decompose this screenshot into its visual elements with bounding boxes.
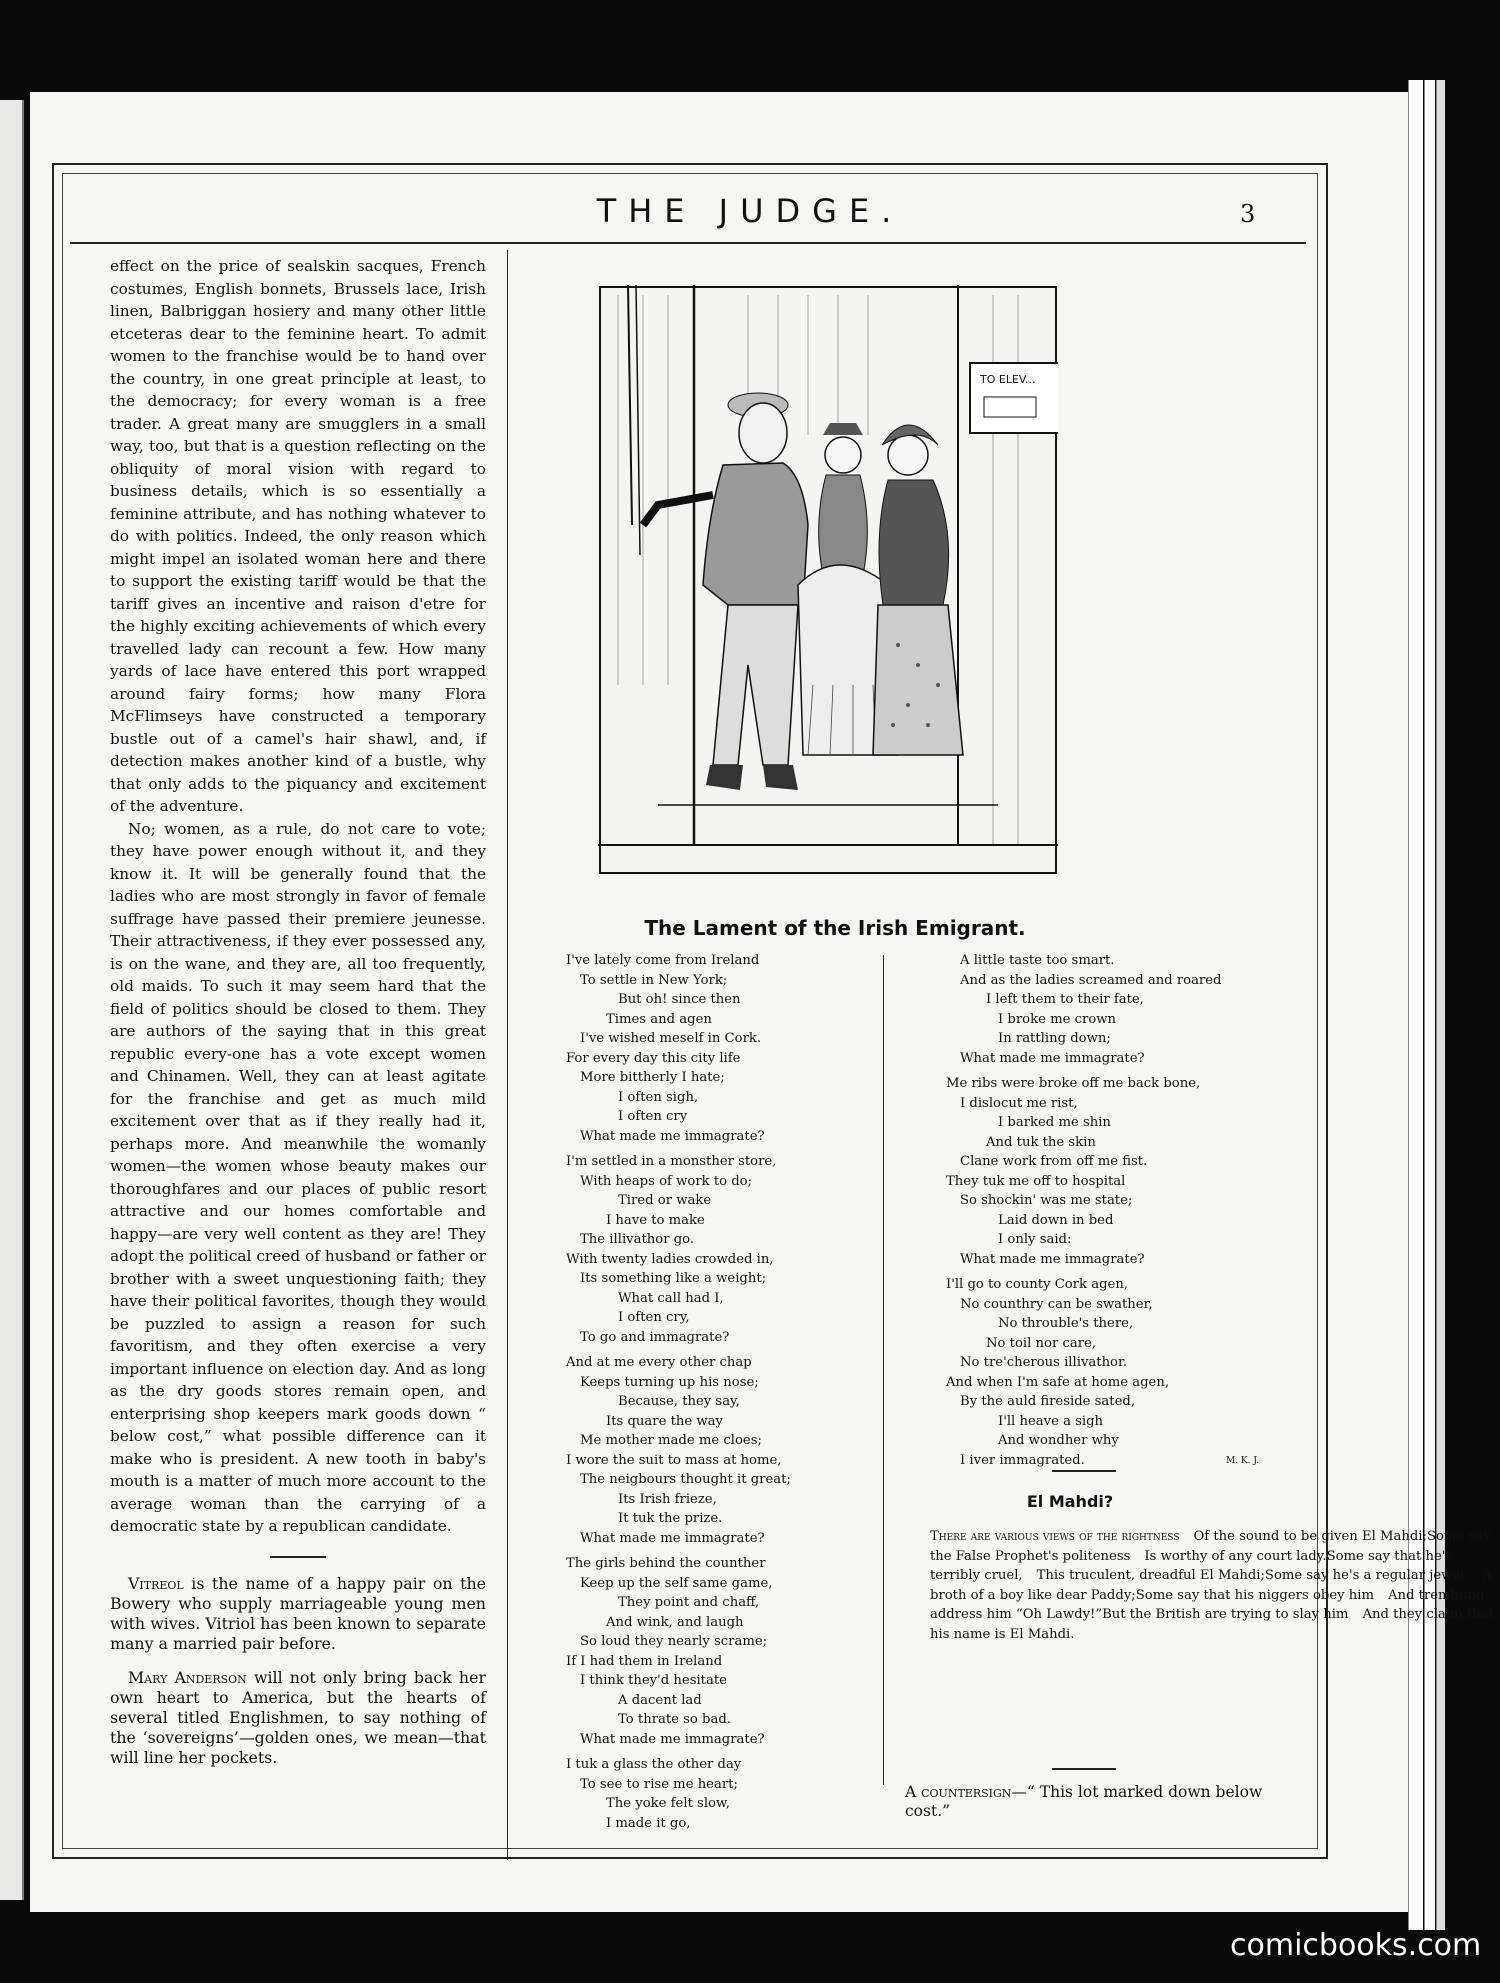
poem-line: I'm settled in a monsther store,: [566, 1154, 777, 1169]
poem-line: I only said:: [998, 1232, 1072, 1247]
poem-line: No counthry can be swather,: [960, 1296, 1153, 1312]
poem-stanza: [566, 951, 791, 1146]
poem-stanza: [566, 1152, 791, 1347]
poem-line: So shockin' was me state;: [960, 1193, 1133, 1208]
poem-line: A little taste too smart.: [960, 953, 1115, 968]
page-stack-edge: [1436, 80, 1445, 1930]
poem-stanza: [566, 1755, 791, 1833]
poem-line: A dacent lad: [618, 1692, 702, 1708]
poem-stanza: [566, 1554, 791, 1749]
poem-line: And at me every other chap: [566, 1355, 752, 1370]
poem-line: I often cry,: [618, 1310, 690, 1325]
poem-stanza: [946, 951, 1221, 1068]
poem-line: The girls behind the counther: [566, 1556, 766, 1571]
poem-line: Me ribs were broke off me back bone,: [946, 1076, 1201, 1091]
poem-line: But the British are trying to slay him: [1102, 1607, 1349, 1622]
poem-line: I made it go,: [606, 1815, 691, 1831]
section-rule: [270, 1556, 326, 1558]
note-lead: Mary Anderson: [128, 1667, 247, 1687]
poem-line: What call had I,: [618, 1290, 724, 1306]
poem-line: No throuble's there,: [998, 1316, 1134, 1331]
poem-line: There are various views of the rightness: [930, 1529, 1180, 1544]
facing-page-edge: [0, 100, 24, 1900]
poem-line: To go and immagrate?: [580, 1329, 730, 1345]
poem-line: I tuk a glass the other day: [566, 1757, 742, 1772]
anderson-note: [110, 1668, 486, 1768]
poem-column-1: [566, 951, 791, 1839]
poem-line: With twenty ladies crowded in,: [566, 1251, 774, 1267]
poem-line: I barked me shin: [998, 1115, 1111, 1130]
poem-line: I left them to their fate,: [986, 992, 1144, 1007]
poem-line: Because, they say,: [618, 1394, 740, 1409]
poem-line: What made me immagrate?: [580, 1731, 765, 1747]
editorial-column: [110, 255, 486, 1768]
poem-line: The neigbours thought it great;: [580, 1472, 791, 1487]
poem-line: The yoke felt slow,: [606, 1796, 730, 1811]
poem-line: No tre'cherous illivathor.: [960, 1355, 1128, 1370]
poem-line: In rattling down;: [998, 1031, 1111, 1046]
poem-line: I often cry: [618, 1109, 688, 1124]
poem-line: What made me immagrate?: [580, 1530, 765, 1546]
poem-line: Its quare the way: [606, 1413, 723, 1429]
section-rule: [1052, 1470, 1116, 1472]
site-watermark: comicbooks.com: [1230, 1928, 1482, 1963]
poem-line: They point and chaff,: [618, 1595, 760, 1610]
poem-line: Clane work from off me fist.: [960, 1154, 1148, 1169]
note-body: is the name of a happy pair on the Bowery who supply marriageable young men with wives. Vitriol has been known to separate many a married pair before.: [110, 1573, 486, 1653]
poem-divider: [883, 955, 884, 1785]
poem-line: A broth of a boy like dear Paddy;: [930, 1568, 1493, 1603]
poem-line: Keeps turning up his nose;: [580, 1374, 759, 1390]
poem-line: The illivathor go.: [580, 1232, 695, 1247]
mahdi-title: El Mahdi?: [1026, 1492, 1114, 1511]
poem-line: I often sigh,: [618, 1089, 699, 1105]
poem-line: Is worthy of any court lady.: [1144, 1548, 1327, 1564]
poem-line: And wink, and laugh: [606, 1614, 744, 1630]
poem-line: If I had them in Ireland: [566, 1653, 723, 1669]
poem-line: Its Irish frieze,: [618, 1491, 717, 1507]
poem-line: Laid down in bed: [998, 1212, 1114, 1228]
poem-line: To settle in New York;: [580, 972, 728, 988]
poem-line: To thrate so bad.: [618, 1712, 731, 1727]
poem-line: By the auld fireside sated,: [960, 1394, 1136, 1409]
poem-line: They tuk me off to hospital: [946, 1173, 1126, 1189]
poem-line: What made me immagrate?: [580, 1128, 765, 1144]
poem-line: And tuk the skin: [986, 1134, 1096, 1150]
poem-line: I wore the suit to mass at home,: [566, 1452, 782, 1468]
poem-line: Its something like a weight;: [580, 1271, 767, 1286]
poem-line: What made me immagrate?: [960, 1251, 1145, 1267]
poem-line: I have to make: [606, 1212, 705, 1228]
paragraph: effect on the price of sealskin sacques, French costumes, English bonnets, Brussels lace, Irish linen, Balbriggan hosiery and many other little etceteras dear to the feminine heart. To admit women to the franchise would be to hand over the country, in one great principle at least, to the democracy; for every woman is a free trader. A great many are smugglers in a small way, too, but that is a question reflecting on the obliquity of moral vision with regard to business details, which is so essentially a feminine attribute, and has nothing whatever to do with politics. Indeed, the only reason which might impel an isolated woman here and there to support the existing tariff would be that the tariff gives an incentive and raison d'etre for the highly exciting achievements of which every travelled lady can recount a few. How many yards of lace have entered this port wrapped around fairy forms; how many Flora McFlimseys have constructed a temporary bustle out of a camel's hair shawl, and, if detection makes another kind of a bustle, why that only adds to the piquancy and excitement of the adventure.: [110, 257, 486, 815]
poem-line: What made me immagrate?: [960, 1050, 1145, 1066]
poem-line: Some say that his niggers obey him: [1135, 1587, 1374, 1603]
poem-line: And wondher why: [998, 1433, 1119, 1448]
poem-line: Me mother made me cloes;: [580, 1433, 762, 1448]
poem-line: Some say that he's terribly cruel,: [930, 1548, 1453, 1583]
poem-line: I'll go to county Cork agen,: [946, 1277, 1129, 1292]
poem-line: I've wished meself in Cork.: [580, 1031, 762, 1046]
poem-line: And as the ladies screamed and roared: [960, 972, 1222, 988]
poem-line: I've lately come from Ireland: [566, 953, 760, 968]
vitreol-note: [110, 1574, 486, 1654]
poem-line: Keep up the self same game,: [580, 1575, 773, 1591]
paragraph: No; women, as a rule, do not care to vote; they have power enough without it, and they know it. It will be generally found that the ladies who are most strongly in favor of female suffrage have passed their premiere jeunesse. Their attractiveness, if they ever possessed any, is on the wane, and they are, all too frequently, old maids. To such it may seem hard that the field of politics should be closed to them. They are authors of the saying that in this great republic every-one has a vote except women and Chinamen. Well, they can at least agitate for the franchise and get as much mild excitement over that as if they really had it, perhaps more. And meanwhile the womanly women—the women whose beauty makes our thoroughfares and our places of public resort attractive and our homes comfortable and happy—are very well content as they are! They adopt the political creed of husband or father or brother with a sweet unquestioning faith; they have their political favorites, though they would be puzzled to assign a reason for such favoritism, and they often exercise a very important influence on election day. And as long as the dry goods stores remain open, and enterprising shop keepers mark goods down “ below cost,” what possible difference can it make who is president. A new tooth in baby's mouth is a matter of much more account to the average woman than the carrying of a democratic state by a republican candidate.: [110, 819, 486, 1535]
poem-line: Tired or wake: [618, 1193, 712, 1208]
page-stack-edge: [1424, 80, 1435, 1930]
poem-stanza: [946, 1275, 1221, 1470]
masthead-title: THE JUDGE.: [596, 192, 904, 230]
poem-line: And trembling address him “Oh Lawdy!”: [930, 1587, 1485, 1622]
poem-line: Some say the False Prophet's politeness: [930, 1529, 1491, 1564]
poem-line: I iver immagrated.: [960, 1452, 1085, 1468]
poem-line: I'll heave a sigh: [998, 1413, 1104, 1429]
poem-line: With heaps of work to do;: [580, 1173, 753, 1189]
poem-line: Some say he's a regular jewel,: [1264, 1568, 1469, 1583]
elevator-illustration: [598, 285, 1058, 875]
poem-line: So loud they nearly scrame;: [580, 1634, 768, 1649]
poem-line: This truculent, dreadful El Mahdi;: [1036, 1568, 1265, 1583]
poem-line: But oh! since then: [618, 992, 741, 1007]
poem-stanza: [566, 1353, 791, 1548]
poem-line: No toil nor care,: [986, 1335, 1097, 1351]
note-body: will not only bring back her own heart to America, but the hearts of several titled Englishmen, to say nothing of the ‘sovereigns’—golden ones, we mean—that will line her pockets.: [110, 1667, 486, 1767]
poem-line: To see to rise me heart;: [580, 1776, 738, 1792]
column-divider: [507, 250, 508, 1860]
elevator-sign: TO ELEV...: [980, 373, 1036, 386]
poem-line: More bittherly I hate;: [580, 1070, 725, 1085]
page-stack-edge: [1408, 80, 1423, 1930]
poem-stanza: [946, 1074, 1221, 1269]
poem-line: And they claim that his name is El Mahdi.: [930, 1607, 1494, 1642]
countersign-lead: A countersign: [905, 1783, 1012, 1801]
poem-line: Times and agen: [606, 1011, 712, 1027]
poem-line: It tuk the prize.: [618, 1511, 723, 1526]
poem-column-2: [946, 951, 1221, 1476]
poem-title: The Lament of the Irish Emigrant.: [644, 916, 1026, 940]
poem-initials: M. K. J.: [1226, 1456, 1260, 1466]
countersign-note: [905, 1783, 1270, 1821]
section-rule: [1052, 1768, 1116, 1770]
page-number: 3: [1240, 200, 1256, 228]
poem-line: I broke me crown: [998, 1011, 1116, 1027]
note-lead: Vitreol: [128, 1573, 184, 1593]
poem-line: And when I'm safe at home agen,: [946, 1374, 1170, 1390]
poem-line: For every day this city life: [566, 1050, 741, 1066]
poem-line: I dislocut me rist,: [960, 1095, 1078, 1111]
countersign-body: —“ This lot marked down below cost.”: [905, 1783, 1263, 1820]
poem-line: I think they'd hesitate: [580, 1673, 727, 1688]
mahdi-poem: [930, 1527, 1500, 1644]
poem-line: Of the sound to be given El Mahdi;: [1193, 1529, 1427, 1544]
masthead-rule: [70, 242, 1306, 244]
